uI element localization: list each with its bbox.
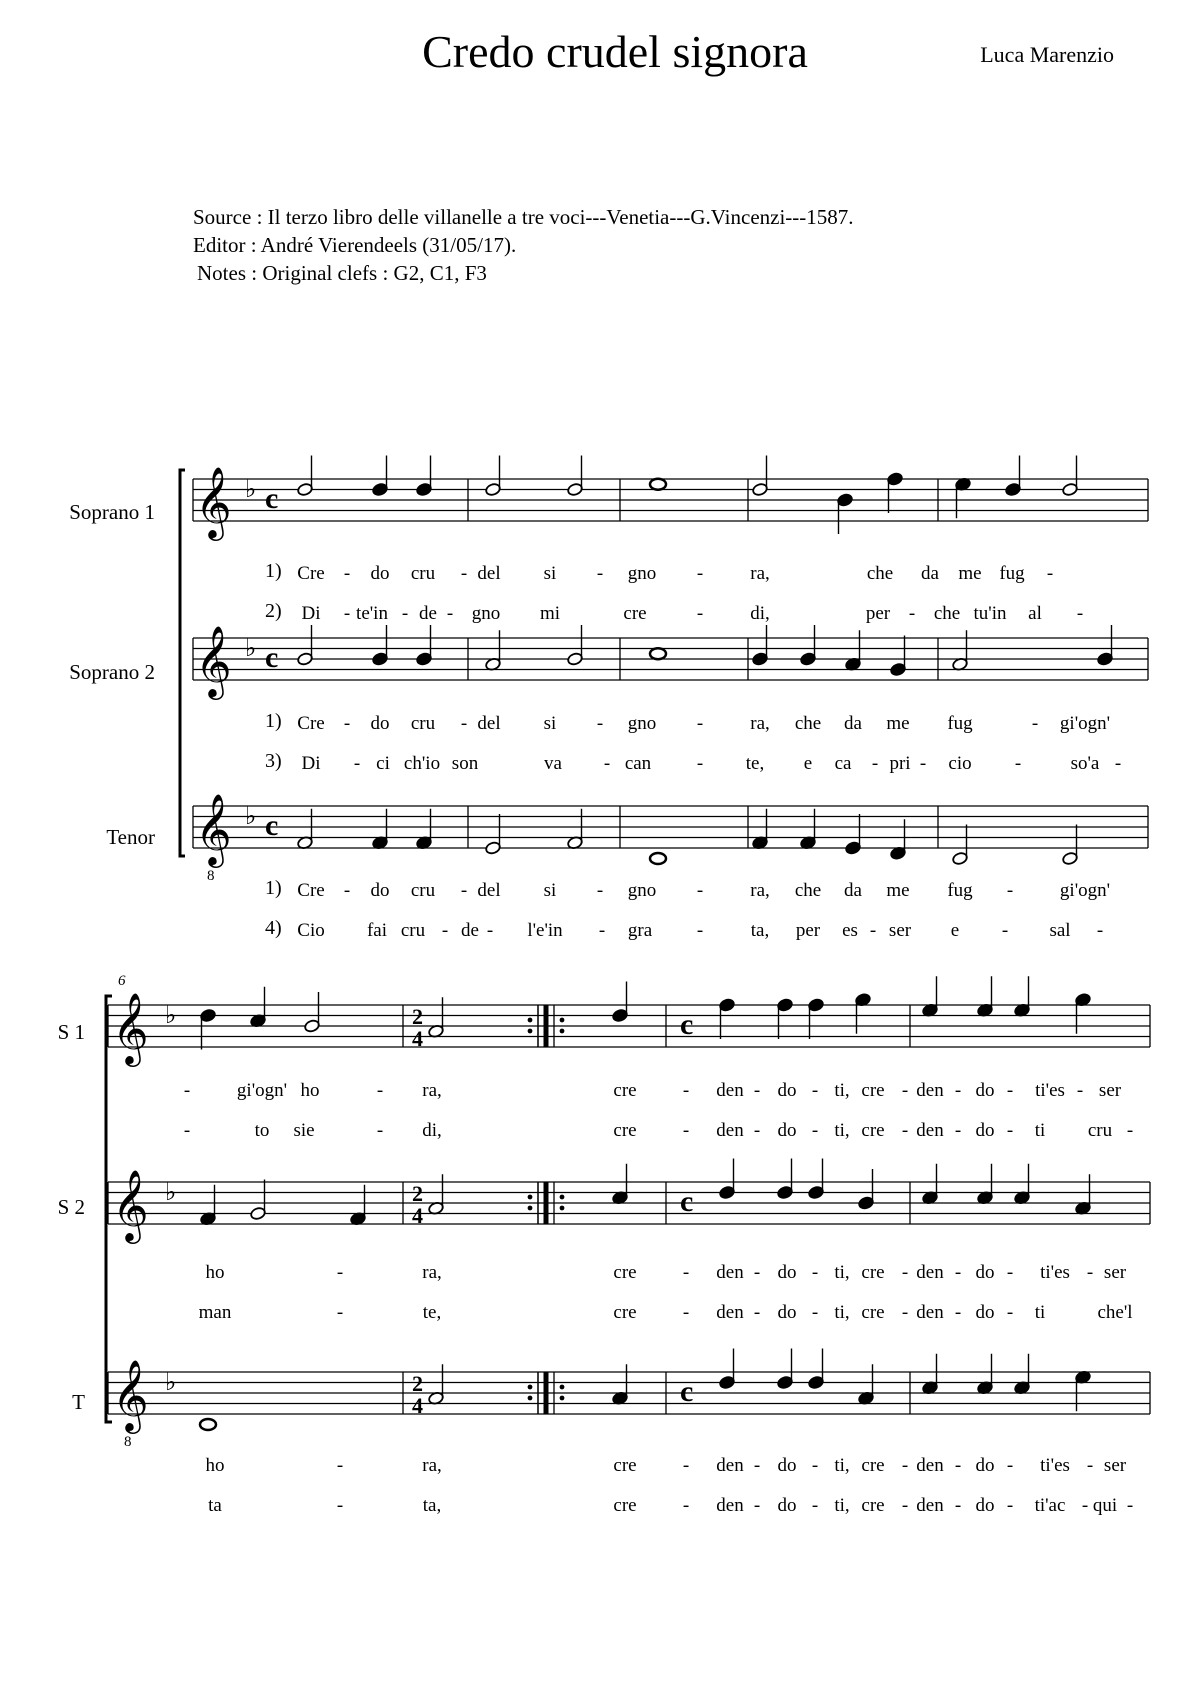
lyric-syllable: ti, bbox=[834, 1080, 850, 1101]
treble-clef-icon: 𝄞 bbox=[195, 624, 232, 697]
lyric-syllable: e bbox=[803, 753, 813, 774]
lyric-syllable: do bbox=[370, 563, 390, 584]
lyric-syllable: gno bbox=[627, 713, 657, 734]
lyric-syllable: - bbox=[696, 920, 704, 941]
lyric-syllable: cio bbox=[948, 753, 972, 774]
lyric-syllable: den bbox=[716, 1302, 744, 1323]
lyric-syllable: gno bbox=[471, 603, 501, 624]
lyric-syllable: Cio bbox=[297, 920, 325, 941]
lyric-syllable: ti, bbox=[834, 1455, 850, 1476]
part-name-soprano-2: Soprano 2 bbox=[69, 660, 155, 684]
lyric-syllable: do bbox=[975, 1262, 995, 1283]
flat-icon: ♭ bbox=[245, 802, 257, 830]
lyric-syllable: cre bbox=[613, 1262, 637, 1283]
lyric-syllable: - bbox=[596, 880, 604, 901]
lyric-syllable: ti'es bbox=[1040, 1455, 1070, 1476]
lyric-syllable: - bbox=[753, 1120, 761, 1141]
lyric-syllable: man bbox=[198, 1302, 232, 1323]
lyric-syllable: - bbox=[901, 1455, 909, 1476]
time-sig-bottom: 4 bbox=[412, 1393, 423, 1418]
repeat-dot bbox=[528, 1396, 533, 1401]
lyric-syllable: ca bbox=[834, 753, 852, 774]
treble-clef-icon: 𝄞 bbox=[112, 1358, 149, 1431]
lyric-syllable: - bbox=[1006, 1262, 1014, 1283]
common-time-icon: c bbox=[265, 641, 279, 674]
lyric-syllable: ti bbox=[1034, 1120, 1046, 1141]
lyric-syllable: - bbox=[1001, 920, 1009, 941]
whole-note bbox=[650, 853, 666, 864]
treble-clef-icon: 𝄞 bbox=[195, 792, 232, 865]
lyric-syllable: cre bbox=[861, 1120, 885, 1141]
lyric-syllable: Cre bbox=[297, 880, 325, 901]
lyric-syllable: - bbox=[1096, 920, 1104, 941]
score-title: Credo crudel signora bbox=[422, 26, 808, 77]
repeat-dot bbox=[560, 1206, 565, 1211]
repeat-dot bbox=[560, 1396, 565, 1401]
part-name-s2: S 2 bbox=[57, 1195, 85, 1219]
lyric-syllable: sie bbox=[293, 1120, 315, 1141]
whole-note bbox=[650, 648, 666, 659]
lyric-syllable: - bbox=[343, 713, 351, 734]
lyric-syllable: - bbox=[753, 1302, 761, 1323]
lyric-syllable: del bbox=[477, 563, 501, 584]
common-time-icon: c bbox=[680, 1008, 694, 1041]
lyric-syllable: - bbox=[1006, 1495, 1014, 1516]
lyric-syllable: - bbox=[183, 1120, 191, 1141]
lyric-syllable: per bbox=[865, 603, 891, 624]
lyric-syllable: - bbox=[901, 1080, 909, 1101]
lyric-syllable: fug bbox=[947, 713, 973, 734]
lyric-syllable: al bbox=[1028, 603, 1042, 624]
repeat-dot bbox=[560, 1195, 565, 1200]
lyric-syllable: ti'ac bbox=[1034, 1495, 1066, 1516]
lyric-syllable: me bbox=[958, 563, 982, 584]
lyric-syllable: cru bbox=[400, 920, 426, 941]
lyric-syllable: - bbox=[1076, 1080, 1084, 1101]
lyric-syllable: - bbox=[753, 1262, 761, 1283]
lyric-syllable: - bbox=[901, 1120, 909, 1141]
lyric-syllable: cre bbox=[861, 1302, 885, 1323]
time-sig-top: 2 bbox=[412, 1371, 423, 1396]
lyric-syllable: cre bbox=[861, 1080, 885, 1101]
lyric-syllable: - bbox=[696, 713, 704, 734]
time-sig-bottom: 4 bbox=[412, 1203, 423, 1228]
time-sig-bottom: 4 bbox=[412, 1026, 423, 1051]
lyric-syllable: cre bbox=[613, 1080, 637, 1101]
lyric-syllable: Di bbox=[301, 603, 321, 624]
lyric-syllable: - bbox=[1031, 713, 1039, 734]
lyric-syllable: ra, bbox=[422, 1080, 442, 1101]
octave-mark: 8 bbox=[124, 1434, 132, 1450]
lyric-syllable: cre bbox=[613, 1302, 637, 1323]
lyric-syllable: den bbox=[716, 1455, 744, 1476]
lyric-syllable: che bbox=[794, 880, 822, 901]
lyric-syllable: do bbox=[975, 1302, 995, 1323]
lyric-syllable: den bbox=[916, 1455, 944, 1476]
lyric-syllable: - bbox=[343, 880, 351, 901]
lyric-syllable: cru bbox=[410, 563, 436, 584]
measure-number: 6 bbox=[118, 973, 126, 989]
lyric-syllable: ra, bbox=[422, 1262, 442, 1283]
lyric-syllable: - bbox=[811, 1080, 819, 1101]
notes-line: Notes : Original clefs : G2, C1, F3 bbox=[197, 261, 487, 285]
lyric-syllable: do bbox=[975, 1455, 995, 1476]
lyric-syllable: pri bbox=[889, 753, 911, 774]
lyric-syllable: - bbox=[682, 1302, 690, 1323]
lyric-syllable: fug bbox=[947, 880, 973, 901]
lyric-syllable: - bbox=[376, 1080, 384, 1101]
lyric-syllable: si bbox=[543, 713, 557, 734]
lyric-syllable: gra bbox=[627, 920, 653, 941]
lyric-syllable: di, bbox=[750, 603, 770, 624]
lyric-syllable: da bbox=[921, 563, 939, 584]
flat-icon: ♭ bbox=[245, 475, 257, 503]
lyric-syllable: do bbox=[975, 1495, 995, 1516]
lyric-syllable: - bbox=[1006, 880, 1014, 901]
lyric-syllable: gi'ogn' bbox=[1059, 880, 1111, 901]
lyric-syllable: - bbox=[603, 753, 611, 774]
lyric-syllable: den bbox=[916, 1302, 944, 1323]
lyric-syllable: ra, bbox=[422, 1455, 442, 1476]
lyric-syllable: - bbox=[871, 753, 879, 774]
common-time-icon: c bbox=[680, 1185, 694, 1218]
lyric-syllable: - bbox=[682, 1455, 690, 1476]
lyric-syllable: ch'io bbox=[403, 753, 441, 774]
lyric-syllable: - bbox=[811, 1120, 819, 1141]
lyric-syllable: ti'es bbox=[1035, 1080, 1065, 1101]
lyric-syllable: ho bbox=[205, 1262, 225, 1283]
lyric-syllable: ho bbox=[205, 1455, 225, 1476]
lyric-syllable: den bbox=[716, 1495, 744, 1516]
lyric-syllable: te'in bbox=[356, 603, 388, 624]
lyric-syllable: den bbox=[916, 1080, 944, 1101]
lyric-syllable: - bbox=[401, 603, 409, 624]
lyric-syllable: gno bbox=[627, 563, 657, 584]
lyric-syllable: - bbox=[753, 1495, 761, 1516]
lyric-syllable: fug bbox=[999, 563, 1025, 584]
lyric-syllable: ti'es bbox=[1040, 1262, 1070, 1283]
lyric-syllable: del bbox=[477, 880, 501, 901]
lyric-syllable: - bbox=[336, 1262, 344, 1283]
lyric-syllable: - bbox=[811, 1302, 819, 1323]
common-time-icon: c bbox=[265, 809, 279, 842]
lyric-syllable: - bbox=[1126, 1495, 1134, 1516]
lyric-syllable: cru bbox=[410, 880, 436, 901]
whole-note bbox=[650, 479, 666, 490]
lyric-syllable: Di bbox=[301, 753, 321, 774]
lyric-syllable: - bbox=[869, 920, 877, 941]
lyric-syllable: - bbox=[696, 603, 704, 624]
lyric-syllable: den bbox=[716, 1120, 744, 1141]
lyric-syllable: - bbox=[682, 1262, 690, 1283]
lyric-syllable: do bbox=[370, 880, 390, 901]
treble-clef-icon: 𝄞 bbox=[112, 1168, 149, 1241]
lyric-syllable: - bbox=[1081, 1495, 1089, 1516]
lyric-syllable: gi'ogn' bbox=[236, 1080, 288, 1101]
lyric-syllable: te, bbox=[745, 753, 765, 774]
lyric-syllable: ra, bbox=[750, 713, 770, 734]
lyric-syllable: ci bbox=[376, 753, 390, 774]
lyric-syllable: do bbox=[777, 1120, 797, 1141]
lyric-syllable: - bbox=[954, 1262, 962, 1283]
lyric-syllable: - bbox=[1006, 1080, 1014, 1101]
lyric-syllable: ser bbox=[1098, 1080, 1122, 1101]
lyric-syllable: so'a bbox=[1070, 753, 1100, 774]
lyric-syllable: te, bbox=[422, 1302, 442, 1323]
lyric-syllable: - bbox=[596, 563, 604, 584]
whole-note bbox=[200, 1419, 216, 1430]
lyric-syllable: - bbox=[1086, 1455, 1094, 1476]
lyric-syllable: do bbox=[777, 1495, 797, 1516]
lyric-syllable: ta, bbox=[422, 1495, 442, 1516]
lyric-syllable: gi'ogn' bbox=[1059, 713, 1111, 734]
time-sig-top: 2 bbox=[412, 1181, 423, 1206]
lyric-syllable: - bbox=[908, 603, 916, 624]
repeat-dot bbox=[528, 1195, 533, 1200]
editor-line: Editor : André Vierendeels (31/05/17). bbox=[193, 233, 517, 257]
repeat-dot bbox=[528, 1206, 533, 1211]
lyric-syllable: ta bbox=[208, 1495, 222, 1516]
lyric-syllable: si bbox=[543, 880, 557, 901]
repeat-dot bbox=[560, 1385, 565, 1390]
lyric-syllable: do bbox=[975, 1120, 995, 1141]
lyric-syllable: del bbox=[477, 713, 501, 734]
lyric-syllable: - bbox=[811, 1262, 819, 1283]
verse-number: 1) bbox=[265, 710, 282, 732]
lyric-syllable: cre bbox=[613, 1120, 637, 1141]
flat-icon: ♭ bbox=[165, 1001, 177, 1029]
lyric-syllable: - bbox=[954, 1455, 962, 1476]
lyric-syllable: - bbox=[954, 1302, 962, 1323]
lyric-syllable: - bbox=[1006, 1455, 1014, 1476]
verse-number: 2) bbox=[265, 600, 282, 622]
lyric-syllable: son bbox=[451, 753, 479, 774]
lyric-syllable: - bbox=[682, 1495, 690, 1516]
verse-number: 1) bbox=[265, 560, 282, 582]
lyric-syllable: do bbox=[370, 713, 390, 734]
lyric-syllable: - bbox=[1006, 1302, 1014, 1323]
lyric-syllable: - bbox=[343, 603, 351, 624]
lyric-syllable: do bbox=[777, 1455, 797, 1476]
lyric-syllable: Cre bbox=[297, 713, 325, 734]
lyric-syllable: - bbox=[901, 1302, 909, 1323]
lyric-syllable: di, bbox=[422, 1120, 442, 1141]
lyric-syllable: do bbox=[777, 1080, 797, 1101]
lyric-syllable: sal bbox=[1049, 920, 1071, 941]
lyric-syllable: cre bbox=[861, 1262, 885, 1283]
lyric-syllable: - bbox=[460, 713, 468, 734]
repeat-dot bbox=[528, 1029, 533, 1034]
lyric-syllable: per bbox=[795, 920, 821, 941]
part-name-t: T bbox=[72, 1390, 85, 1414]
lyric-syllable: che bbox=[794, 713, 822, 734]
lyric-syllable: e bbox=[950, 920, 960, 941]
lyric-syllable: qui bbox=[1092, 1495, 1118, 1516]
lyric-syllable: ti, bbox=[834, 1495, 850, 1516]
lyric-syllable: de bbox=[461, 920, 479, 941]
lyric-syllable: ser bbox=[1103, 1455, 1127, 1476]
time-sig-top: 2 bbox=[412, 1004, 423, 1029]
lyric-syllable: fai bbox=[366, 920, 388, 941]
lyric-syllable: - bbox=[1014, 753, 1022, 774]
system-bracket bbox=[180, 470, 185, 856]
part-name-soprano-1: Soprano 1 bbox=[69, 500, 155, 524]
lyric-syllable: - bbox=[183, 1080, 191, 1101]
lyric-syllable: che bbox=[866, 563, 894, 584]
lyric-syllable: cre bbox=[861, 1455, 885, 1476]
lyric-syllable: ser bbox=[1103, 1262, 1127, 1283]
lyric-syllable: me bbox=[886, 713, 910, 734]
lyric-syllable: - bbox=[446, 603, 454, 624]
lyric-syllable: ti, bbox=[834, 1120, 850, 1141]
lyric-syllable: - bbox=[1114, 753, 1122, 774]
lyric-syllable: do bbox=[777, 1262, 797, 1283]
repeat-dot bbox=[528, 1385, 533, 1390]
lyric-syllable: den bbox=[716, 1080, 744, 1101]
lyric-syllable: - bbox=[919, 753, 927, 774]
lyric-syllable: da bbox=[844, 713, 862, 734]
composer-name: Luca Marenzio bbox=[980, 42, 1114, 67]
lyric-syllable: ti, bbox=[834, 1302, 850, 1323]
repeat-dot bbox=[560, 1029, 565, 1034]
lyric-syllable: mi bbox=[539, 603, 561, 624]
lyric-syllable: - bbox=[696, 880, 704, 901]
lyric-syllable: l'e'in bbox=[527, 920, 563, 941]
lyric-syllable: me bbox=[886, 880, 910, 901]
verse-number: 4) bbox=[265, 917, 282, 939]
lyric-syllable: den bbox=[916, 1262, 944, 1283]
lyric-syllable: - bbox=[811, 1495, 819, 1516]
lyric-syllable: - bbox=[696, 753, 704, 774]
lyric-syllable: - bbox=[954, 1120, 962, 1141]
source-line: Source : Il terzo libro delle villanelle a tre voci---Venetia---G.Vincenzi---1587. bbox=[193, 205, 854, 229]
lyric-syllable: ho bbox=[300, 1080, 320, 1101]
lyric-syllable: da bbox=[844, 880, 862, 901]
lyric-syllable: - bbox=[954, 1495, 962, 1516]
lyric-syllable: to bbox=[254, 1120, 270, 1141]
lyric-syllable: tu'in bbox=[973, 603, 1007, 624]
part-name-s1: S 1 bbox=[57, 1020, 85, 1044]
lyric-syllable: - bbox=[682, 1080, 690, 1101]
lyric-syllable: - bbox=[954, 1080, 962, 1101]
lyric-syllable: - bbox=[1126, 1120, 1134, 1141]
lyric-syllable: cre bbox=[613, 1495, 637, 1516]
lyric-syllable: - bbox=[753, 1080, 761, 1101]
common-time-icon: c bbox=[680, 1375, 694, 1408]
lyric-syllable: - bbox=[486, 920, 494, 941]
repeat-dot bbox=[560, 1018, 565, 1023]
lyric-syllable: - bbox=[460, 880, 468, 901]
part-name-tenor: Tenor bbox=[106, 825, 155, 849]
lyric-syllable: do bbox=[975, 1080, 995, 1101]
lyric-syllable: - bbox=[343, 563, 351, 584]
lyric-syllable: - bbox=[336, 1302, 344, 1323]
lyric-syllable: - bbox=[1046, 563, 1054, 584]
lyric-syllable: - bbox=[460, 563, 468, 584]
lyric-syllable: den bbox=[916, 1120, 944, 1141]
verse-number: 1) bbox=[265, 877, 282, 899]
lyric-syllable: es bbox=[842, 920, 858, 941]
lyric-syllable: cru bbox=[410, 713, 436, 734]
flat-icon: ♭ bbox=[165, 1368, 177, 1396]
repeat-dot bbox=[528, 1018, 533, 1023]
lyric-syllable: - bbox=[336, 1455, 344, 1476]
lyric-syllable: den bbox=[716, 1262, 744, 1283]
lyric-syllable: cre bbox=[861, 1495, 885, 1516]
lyric-syllable: che bbox=[933, 603, 961, 624]
lyric-syllable: cre bbox=[613, 1455, 637, 1476]
lyric-syllable: ti, bbox=[834, 1262, 850, 1283]
treble-clef-icon: 𝄞 bbox=[112, 991, 149, 1064]
lyric-syllable: - bbox=[1006, 1120, 1014, 1141]
lyric-syllable: - bbox=[682, 1120, 690, 1141]
lyric-syllable: do bbox=[777, 1302, 797, 1323]
lyric-syllable: ser bbox=[888, 920, 912, 941]
lyric-syllable: che'l bbox=[1097, 1302, 1133, 1323]
lyric-syllable: - bbox=[753, 1455, 761, 1476]
lyric-syllable: den bbox=[916, 1495, 944, 1516]
lyric-syllable: cre bbox=[623, 603, 647, 624]
lyric-syllable: ra, bbox=[750, 563, 770, 584]
octave-mark: 8 bbox=[207, 868, 215, 884]
common-time-icon: c bbox=[265, 482, 279, 515]
lyric-syllable: - bbox=[901, 1495, 909, 1516]
lyric-syllable: cru bbox=[1087, 1120, 1113, 1141]
lyric-syllable: - bbox=[376, 1120, 384, 1141]
lyric-syllable: - bbox=[441, 920, 449, 941]
lyric-syllable: - bbox=[353, 753, 361, 774]
lyric-syllable: - bbox=[336, 1495, 344, 1516]
lyric-syllable: - bbox=[1076, 603, 1084, 624]
lyric-syllable: - bbox=[696, 563, 704, 584]
lyric-syllable: ra, bbox=[750, 880, 770, 901]
lyric-syllable: - bbox=[811, 1455, 819, 1476]
lyric-syllable: si bbox=[543, 563, 557, 584]
lyric-syllable: - bbox=[901, 1262, 909, 1283]
lyric-syllable: - bbox=[596, 713, 604, 734]
lyric-syllable: can bbox=[624, 753, 652, 774]
lyric-syllable: de bbox=[419, 603, 437, 624]
lyric-syllable: gno bbox=[627, 880, 657, 901]
flat-icon: ♭ bbox=[245, 634, 257, 662]
lyric-syllable: ti bbox=[1034, 1302, 1046, 1323]
lyric-syllable: ta, bbox=[750, 920, 770, 941]
lyric-syllable: - bbox=[598, 920, 606, 941]
verse-number: 3) bbox=[265, 750, 282, 772]
flat-icon: ♭ bbox=[165, 1178, 177, 1206]
treble-clef-icon: 𝄞 bbox=[195, 465, 232, 538]
lyric-syllable: va bbox=[544, 753, 562, 774]
lyric-syllable: Cre bbox=[297, 563, 325, 584]
lyric-syllable: - bbox=[1086, 1262, 1094, 1283]
